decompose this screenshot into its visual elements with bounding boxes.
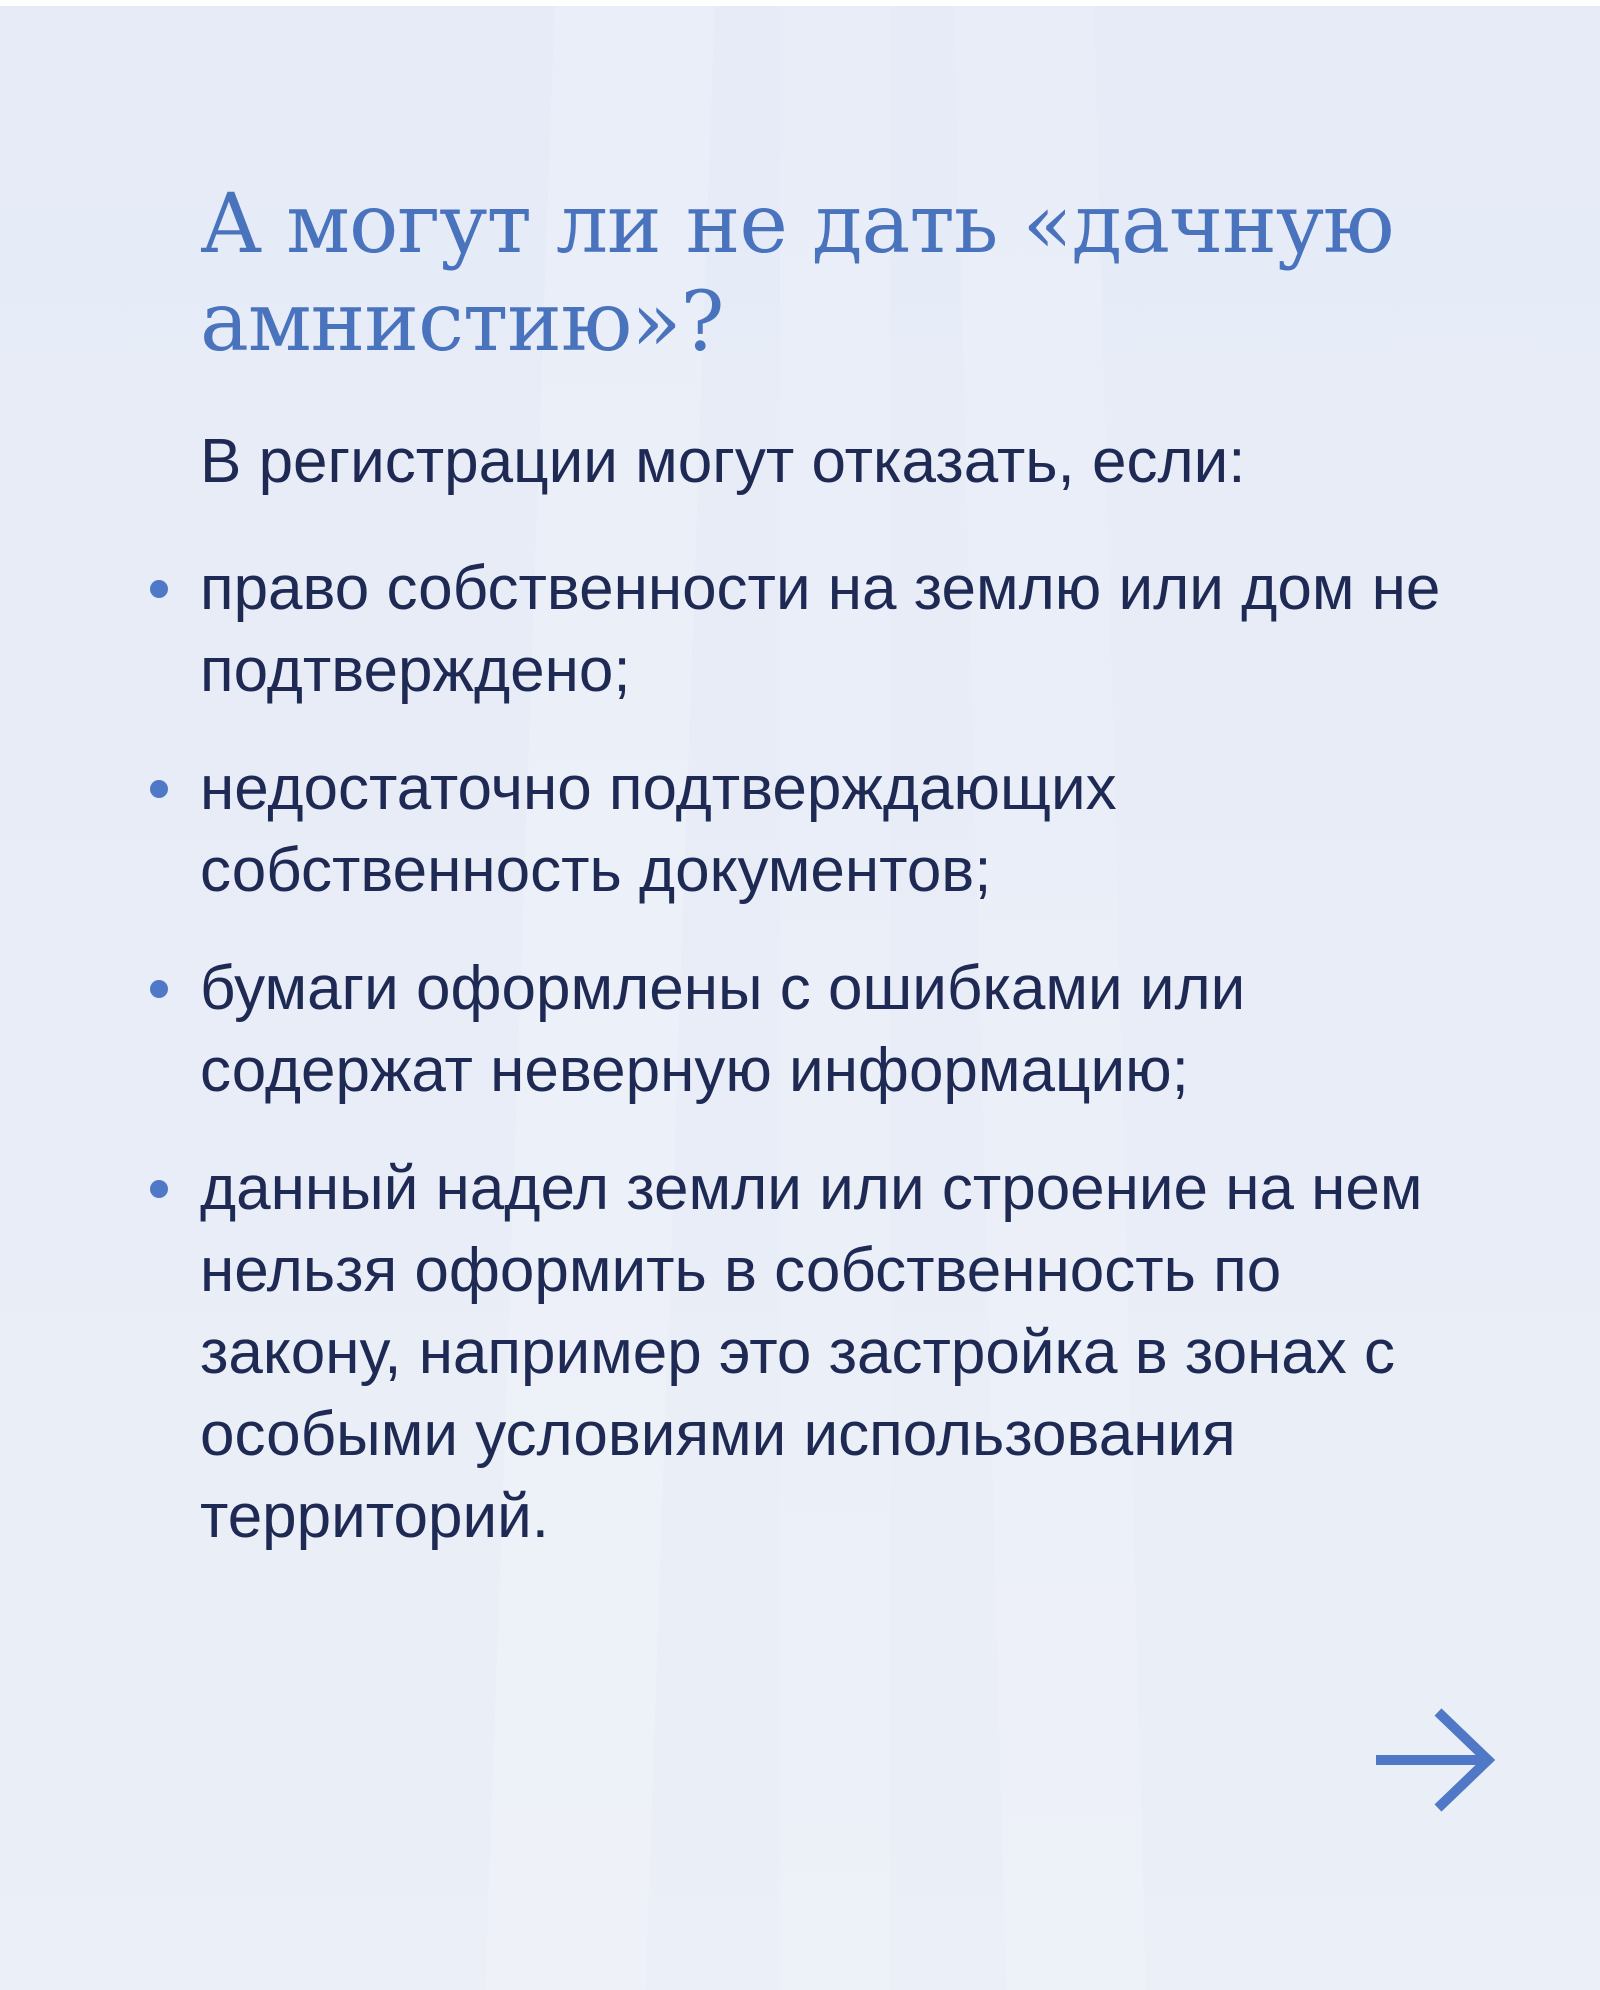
arrow-right-icon[interactable] [1372, 1706, 1498, 1814]
bullet-dot-icon [150, 580, 168, 598]
list-item-text: бумаги оформлены с ошибками или содержат неверную информацию; [200, 954, 1246, 1105]
lead-text: В регистрации могут отказать, если: [200, 427, 1246, 496]
list-item [200, 548, 1460, 712]
list-item [200, 748, 1460, 912]
reasons-list [200, 548, 1460, 1594]
list-item-text: право собственности на землю или дом не подтверждено; [200, 554, 1441, 705]
list-item-text: данный надел земли или строение на нем нельзя оформить в собственность по закону, например это застройка в зонах с особыми условиями использования территорий. [200, 1154, 1423, 1551]
bullet-dot-icon [150, 780, 168, 798]
bullet-dot-icon [150, 980, 168, 998]
slide-title: А могут ли не дать «дачную амнистию»? [200, 177, 1394, 370]
list-item [200, 948, 1460, 1112]
list-item [200, 1148, 1460, 1558]
list-item-text: недостаточно подтверждающих собственность документов; [200, 754, 1117, 905]
bullet-dot-icon [150, 1180, 168, 1198]
